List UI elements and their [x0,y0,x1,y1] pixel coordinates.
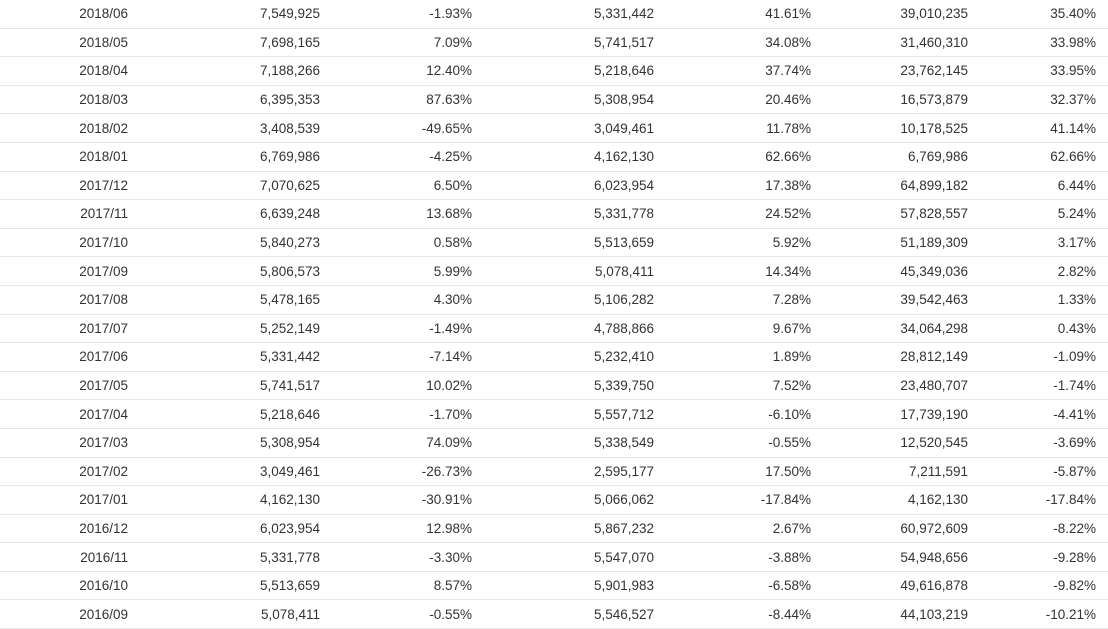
cell-monthly-revenue: 7,188,266 [140,57,332,86]
cell-monthly-change: -1.70% [332,400,484,429]
cell-monthly-revenue: 5,078,411 [140,600,332,629]
table-row [0,257,1108,286]
cell-monthly-change: 6.50% [332,171,484,200]
cell-month: 2017/07 [0,314,140,343]
cell-last-year-revenue: 2,595,177 [484,457,666,486]
cell-cumulative-yoy-change: -17.84% [980,486,1108,515]
table-row [0,114,1108,143]
cell-monthly-change: 74.09% [332,428,484,457]
cell-yoy-change: 41.61% [666,0,823,28]
table-row [0,428,1108,457]
cell-month: 2018/02 [0,114,140,143]
cell-last-year-revenue: 5,513,659 [484,228,666,257]
table-row [0,371,1108,400]
cell-last-year-revenue: 5,547,070 [484,543,666,572]
cell-cumulative-yoy-change: 33.98% [980,28,1108,57]
cell-last-year-revenue: 5,557,712 [484,400,666,429]
table-row [0,200,1108,229]
cell-cumulative-revenue: 23,480,707 [823,371,980,400]
cell-last-year-revenue: 5,218,646 [484,57,666,86]
cell-cumulative-revenue: 57,828,557 [823,200,980,229]
cell-cumulative-revenue: 23,762,145 [823,57,980,86]
cell-monthly-change: -7.14% [332,343,484,372]
cell-cumulative-revenue: 45,349,036 [823,257,980,286]
cell-yoy-change: 20.46% [666,85,823,114]
cell-monthly-change: 7.09% [332,28,484,57]
cell-last-year-revenue: 5,331,442 [484,0,666,28]
cell-monthly-change: -30.91% [332,486,484,515]
cell-cumulative-revenue: 7,211,591 [823,457,980,486]
cell-cumulative-yoy-change: -9.82% [980,571,1108,600]
cell-monthly-revenue: 6,395,353 [140,85,332,114]
cell-month: 2016/09 [0,600,140,629]
cell-yoy-change: 37.74% [666,57,823,86]
cell-cumulative-yoy-change: -8.22% [980,514,1108,543]
cell-cumulative-yoy-change: 5.24% [980,200,1108,229]
cell-month: 2017/01 [0,486,140,515]
table-row [0,85,1108,114]
cell-cumulative-yoy-change: 6.44% [980,171,1108,200]
cell-monthly-revenue: 5,513,659 [140,571,332,600]
table-row [0,142,1108,171]
cell-cumulative-revenue: 31,460,310 [823,28,980,57]
cell-month: 2018/03 [0,85,140,114]
cell-cumulative-yoy-change: 35.40% [980,0,1108,28]
cell-yoy-change: 5.92% [666,228,823,257]
cell-monthly-change: -0.55% [332,600,484,629]
cell-yoy-change: 1.89% [666,343,823,372]
cell-month: 2017/02 [0,457,140,486]
cell-monthly-change: -1.93% [332,0,484,28]
cell-monthly-revenue: 5,806,573 [140,257,332,286]
cell-monthly-change: 12.98% [332,514,484,543]
table-row [0,285,1108,314]
cell-last-year-revenue: 4,788,866 [484,314,666,343]
cell-yoy-change: 11.78% [666,114,823,143]
cell-cumulative-revenue: 60,972,609 [823,514,980,543]
cell-cumulative-yoy-change: 1.33% [980,285,1108,314]
cell-monthly-change: 4.30% [332,285,484,314]
cell-monthly-change: -26.73% [332,457,484,486]
cell-month: 2017/05 [0,371,140,400]
cell-yoy-change: -6.10% [666,400,823,429]
cell-month: 2018/01 [0,142,140,171]
table-row [0,314,1108,343]
cell-cumulative-revenue: 6,769,986 [823,142,980,171]
cell-month: 2017/11 [0,200,140,229]
cell-month: 2017/06 [0,343,140,372]
cell-yoy-change: -8.44% [666,600,823,629]
table-row [0,343,1108,372]
cell-month: 2017/09 [0,257,140,286]
table-row [0,400,1108,429]
cell-month: 2016/12 [0,514,140,543]
cell-cumulative-revenue: 28,812,149 [823,343,980,372]
cell-month: 2016/10 [0,571,140,600]
cell-yoy-change: 7.28% [666,285,823,314]
cell-last-year-revenue: 5,339,750 [484,371,666,400]
table-row [0,543,1108,572]
table-row [0,514,1108,543]
cell-monthly-change: 12.40% [332,57,484,86]
cell-cumulative-revenue: 64,899,182 [823,171,980,200]
cell-month: 2018/05 [0,28,140,57]
cell-cumulative-yoy-change: 3.17% [980,228,1108,257]
cell-monthly-revenue: 5,218,646 [140,400,332,429]
cell-cumulative-revenue: 51,189,309 [823,228,980,257]
cell-cumulative-yoy-change: 0.43% [980,314,1108,343]
cell-cumulative-revenue: 49,616,878 [823,571,980,600]
cell-month: 2017/12 [0,171,140,200]
cell-yoy-change: 9.67% [666,314,823,343]
cell-cumulative-yoy-change: -5.87% [980,457,1108,486]
cell-monthly-revenue: 7,698,165 [140,28,332,57]
cell-month: 2018/06 [0,0,140,28]
cell-monthly-change: 87.63% [332,85,484,114]
cell-cumulative-yoy-change: 62.66% [980,142,1108,171]
cell-cumulative-revenue: 10,178,525 [823,114,980,143]
table-row [0,171,1108,200]
cell-monthly-revenue: 7,070,625 [140,171,332,200]
cell-cumulative-yoy-change: 2.82% [980,257,1108,286]
cell-yoy-change: 17.38% [666,171,823,200]
cell-monthly-change: -1.49% [332,314,484,343]
cell-monthly-revenue: 3,049,461 [140,457,332,486]
table-row [0,0,1108,28]
cell-monthly-change: -49.65% [332,114,484,143]
cell-month: 2017/10 [0,228,140,257]
cell-monthly-revenue: 6,639,248 [140,200,332,229]
cell-month: 2017/03 [0,428,140,457]
cell-monthly-revenue: 5,478,165 [140,285,332,314]
cell-cumulative-revenue: 54,948,656 [823,543,980,572]
cell-monthly-revenue: 5,308,954 [140,428,332,457]
cell-monthly-change: 10.02% [332,371,484,400]
cell-yoy-change: 14.34% [666,257,823,286]
cell-cumulative-yoy-change: -9.28% [980,543,1108,572]
cell-cumulative-revenue: 39,542,463 [823,285,980,314]
cell-month: 2018/04 [0,57,140,86]
cell-last-year-revenue: 5,867,232 [484,514,666,543]
cell-yoy-change: -0.55% [666,428,823,457]
cell-month: 2017/04 [0,400,140,429]
cell-monthly-change: -3.30% [332,543,484,572]
cell-cumulative-revenue: 16,573,879 [823,85,980,114]
cell-month: 2017/08 [0,285,140,314]
cell-month: 2016/11 [0,543,140,572]
cell-monthly-change: 13.68% [332,200,484,229]
cell-yoy-change: -6.58% [666,571,823,600]
cell-monthly-revenue: 6,023,954 [140,514,332,543]
cell-last-year-revenue: 5,901,983 [484,571,666,600]
table-row [0,228,1108,257]
cell-yoy-change: 62.66% [666,142,823,171]
cell-last-year-revenue: 5,308,954 [484,85,666,114]
table-row [0,571,1108,600]
cell-monthly-revenue: 5,331,778 [140,543,332,572]
cell-yoy-change: 24.52% [666,200,823,229]
cell-cumulative-revenue: 44,103,219 [823,600,980,629]
table-row [0,457,1108,486]
cell-monthly-change: 5.99% [332,257,484,286]
cell-last-year-revenue: 5,232,410 [484,343,666,372]
cell-yoy-change: 17.50% [666,457,823,486]
cell-cumulative-yoy-change: -4.41% [980,400,1108,429]
cell-monthly-revenue: 5,331,442 [140,343,332,372]
cell-monthly-change: 0.58% [332,228,484,257]
cell-cumulative-yoy-change: -3.69% [980,428,1108,457]
cell-last-year-revenue: 5,741,517 [484,28,666,57]
cell-cumulative-yoy-change: -1.09% [980,343,1108,372]
cell-last-year-revenue: 5,106,282 [484,285,666,314]
cell-last-year-revenue: 5,066,062 [484,486,666,515]
cell-last-year-revenue: 5,078,411 [484,257,666,286]
cell-yoy-change: 2.67% [666,514,823,543]
cell-monthly-revenue: 5,252,149 [140,314,332,343]
cell-cumulative-yoy-change: 32.37% [980,85,1108,114]
cell-monthly-change: -4.25% [332,142,484,171]
cell-yoy-change: 7.52% [666,371,823,400]
cell-yoy-change: -17.84% [666,486,823,515]
cell-monthly-revenue: 7,549,925 [140,0,332,28]
cell-last-year-revenue: 5,331,778 [484,200,666,229]
cell-monthly-revenue: 5,840,273 [140,228,332,257]
cell-monthly-revenue: 6,769,986 [140,142,332,171]
cell-cumulative-revenue: 17,739,190 [823,400,980,429]
cell-cumulative-yoy-change: 33.95% [980,57,1108,86]
cell-last-year-revenue: 3,049,461 [484,114,666,143]
cell-cumulative-revenue: 4,162,130 [823,486,980,515]
cell-monthly-revenue: 3,408,539 [140,114,332,143]
cell-cumulative-revenue: 12,520,545 [823,428,980,457]
cell-last-year-revenue: 6,023,954 [484,171,666,200]
cell-cumulative-yoy-change: 41.14% [980,114,1108,143]
table-row [0,486,1108,515]
cell-last-year-revenue: 4,162,130 [484,142,666,171]
table-row [0,57,1108,86]
cell-monthly-change: 8.57% [332,571,484,600]
table-row [0,600,1108,629]
table-row [0,28,1108,57]
cell-yoy-change: 34.08% [666,28,823,57]
cell-yoy-change: -3.88% [666,543,823,572]
cell-cumulative-yoy-change: -1.74% [980,371,1108,400]
cell-last-year-revenue: 5,546,527 [484,600,666,629]
cell-cumulative-revenue: 34,064,298 [823,314,980,343]
cell-cumulative-revenue: 39,010,235 [823,0,980,28]
cell-monthly-revenue: 5,741,517 [140,371,332,400]
cell-last-year-revenue: 5,338,549 [484,428,666,457]
cell-cumulative-yoy-change: -10.21% [980,600,1108,629]
cell-monthly-revenue: 4,162,130 [140,486,332,515]
